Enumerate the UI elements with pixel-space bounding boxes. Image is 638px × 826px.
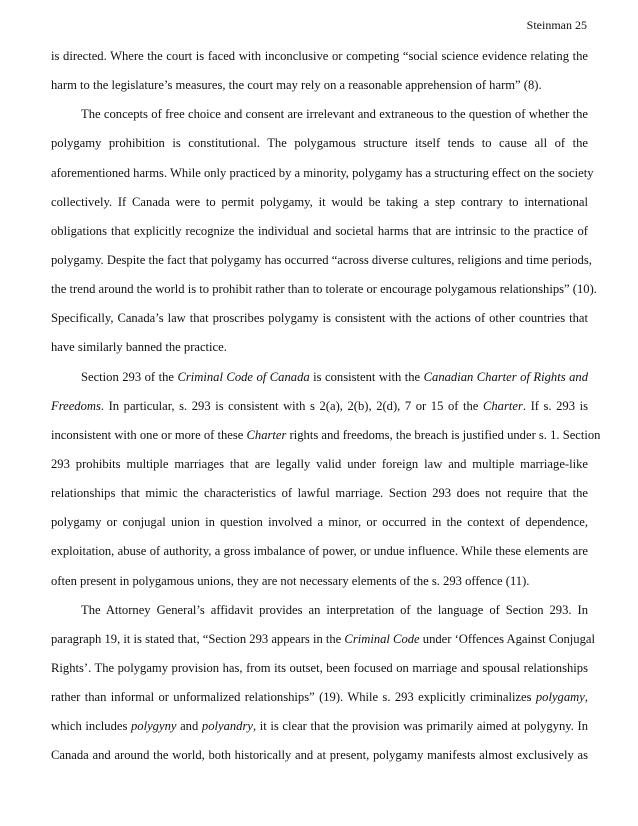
paragraph — [51, 363, 601, 596]
body-text — [51, 42, 601, 771]
text-line: often present in polygamous unions, they are not necessary elements of the s. 293 offence (11). — [51, 573, 530, 588]
text-line: Freedoms. In particular, s. 293 is consistent with s 2(a), 2(b), 2(d), 7 or 15 of the Charter. If s. 293 is — [51, 398, 588, 413]
text-line: Section 293 of the Criminal Code of Canada is consistent with the Canadian Charter of Rights and — [81, 369, 588, 384]
text-line: the trend around the world is to prohibit rather than to tolerate or encourage polygamous relationships” (10). — [51, 282, 597, 297]
text-line: Rights’. The polygamy provision has, from its outset, been focused on marriage and spousal relationships — [51, 660, 588, 675]
italic-text: polyandry — [201, 719, 253, 734]
text-line: collectively. If Canada were to permit polygamy, it would be taking a step contrary to international — [51, 194, 588, 209]
text-line: obligations that explicitly recognize the individual and societal harms that are intrinsic to the practice of — [51, 223, 588, 238]
italic-text: Criminal Code of Canada — [177, 369, 310, 384]
text-line: relationships that mimic the characteristics of lawful marriage. Section 293 does not require that the — [51, 486, 588, 501]
text-line: Canada and around the world, both historically and at present, polygamy manifests almost exclusively as — [51, 748, 588, 763]
text-line: aforementioned harms. While only practiced by a minority, polygamy has a structuring effect on the society — [51, 165, 594, 180]
text-line: The concepts of free choice and consent are irrelevant and extraneous to the question of whether the — [81, 107, 588, 122]
text-line: Specifically, Canada’s law that proscribes polygamy is consistent with the actions of other countries that — [51, 311, 588, 326]
text-line: have similarly banned the practice. — [51, 340, 227, 355]
italic-text: polygamy — [535, 690, 585, 705]
text-line: polygamy prohibition is constitutional. The polygamous structure itself tends to cause all of the — [51, 136, 588, 151]
text-line: rather than informal or unformalized relationships” (19). While s. 293 explicitly criminalizes polygamy, — [51, 690, 588, 705]
text-line: 293 prohibits multiple marriages that are legally valid under foreign law and multiple marriage-like — [51, 456, 588, 471]
italic-text: polygyny — [131, 719, 177, 734]
text-line: which includes polygyny and polyandry, it is clear that the provision was primarily aimed at polygyny. In — [51, 719, 589, 734]
text-line: polygamy. Despite the fact that polygamy has occurred “across diverse cultures, religions and time periods, — [51, 252, 592, 267]
text-line: harm to the legislature’s measures, the court may rely on a reasonable apprehension of harm” (8). — [51, 78, 542, 93]
text-line: is directed. Where the court is faced with inconclusive or competing “social science evidence relating the — [51, 49, 588, 63]
text-line: The Attorney General’s affidavit provides an interpretation of the language of Section 293. In — [81, 602, 588, 617]
text-line: exploitation, abuse of authority, a gross imbalance of power, or undue influence. While these elements are — [51, 544, 588, 559]
italic-text: Criminal Code — [344, 631, 420, 646]
paragraph — [51, 100, 597, 362]
italic-text: Canadian Charter of Rights and — [423, 369, 588, 384]
italic-text: Charter — [246, 427, 287, 442]
running-head: Steinman 25 — [526, 18, 587, 32]
paragraph — [51, 596, 595, 771]
text-line: inconsistent with one or more of these Charter rights and freedoms, the breach is justified under s. 1. Section — [51, 427, 601, 442]
italic-text: Charter — [482, 398, 523, 413]
text-line: polygamy or conjugal union in question involved a minor, or occurred in the context of dependence, — [51, 515, 588, 530]
paragraph — [51, 42, 588, 100]
italic-text: Freedoms — [51, 398, 101, 413]
text-line: paragraph 19, it is stated that, “Section 293 appears in the Criminal Code under ‘Offences Against Conjugal — [51, 631, 595, 646]
